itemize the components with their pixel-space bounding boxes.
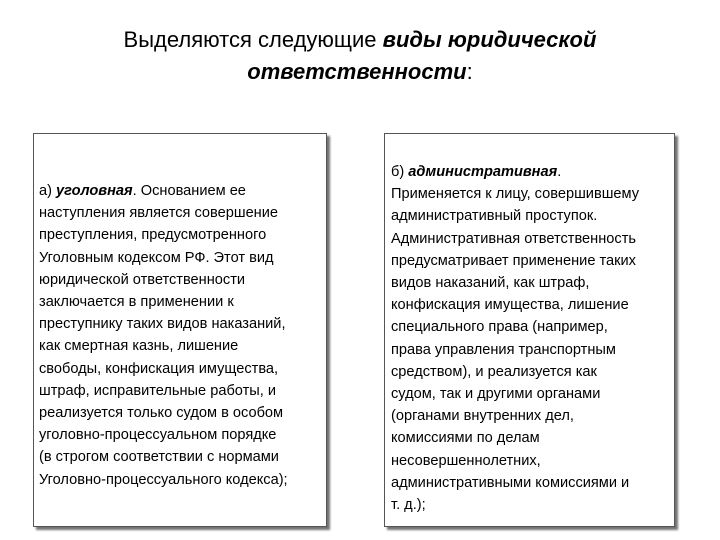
text-line: специального права (например,: [391, 319, 608, 336]
title-line-1: [60, 24, 660, 56]
text-line: средством), и реализуется как: [391, 363, 597, 380]
item-term: уголовная: [56, 183, 133, 199]
item-term: административная: [408, 164, 558, 180]
text-line: Уголовным кодексом РФ. Этот вид: [39, 249, 274, 266]
text-line: предусматривает применение таких: [391, 252, 636, 269]
text-fragment: . Основанием ее: [132, 183, 246, 199]
text-line: административными комиссиями и: [391, 474, 630, 491]
administrative-liability-text: [391, 161, 639, 516]
text-line: несовершеннолетних,: [391, 452, 541, 469]
title-emphasis-1: виды юридической: [382, 27, 597, 52]
text-line: судом, так и другими органами: [391, 386, 601, 403]
text-line: реализуется только судом в особом: [39, 405, 284, 422]
text-line: конфискация имущества, лишение: [391, 297, 629, 314]
text-line: штраф, исправительные работы, и: [39, 382, 277, 399]
text-line: [39, 180, 288, 202]
text-line: как смертная казнь, лишение: [39, 338, 239, 355]
item-marker: б): [391, 164, 409, 180]
title-emphasis-2: ответственности: [247, 59, 467, 84]
text-line: Административная ответственность: [391, 230, 636, 247]
text-line: [391, 161, 639, 183]
text-line: преступнику таких видов наказаний,: [39, 316, 286, 333]
text-line: административный проступок.: [391, 208, 598, 225]
title-suffix: :: [466, 59, 473, 84]
text-line: свободы, конфискация имущества,: [39, 360, 279, 377]
administrative-liability-card: [384, 133, 675, 527]
text-line: Применяется к лицу, совершившему: [391, 186, 640, 203]
criminal-liability-card: [33, 133, 327, 527]
text-line: заключается в применении к: [39, 294, 234, 311]
text-line: уголовно-процессуальном порядке: [39, 427, 277, 444]
title-prefix: Выделяются следующие: [123, 27, 383, 52]
page-title: [60, 24, 660, 88]
item-marker: а): [39, 183, 57, 199]
text-line: (в строгом соответствии с нормами: [39, 449, 279, 466]
title-line-2: [60, 56, 660, 88]
text-line: т. д.);: [391, 497, 426, 514]
text-line: (органами внутренних дел,: [391, 408, 574, 425]
criminal-liability-text: [39, 180, 288, 491]
text-line: видов наказаний, как штраф,: [391, 275, 590, 292]
text-line: права управления транспортным: [391, 341, 616, 358]
text-line: юридической ответственности: [39, 271, 246, 288]
text-fragment: .: [557, 164, 562, 180]
text-line: комиссиями по делам: [391, 430, 540, 447]
text-line: наступления является совершение: [39, 205, 279, 222]
text-line: преступления, предусмотренного: [39, 227, 267, 244]
text-line: Уголовно-процессуального кодекса);: [39, 471, 288, 488]
